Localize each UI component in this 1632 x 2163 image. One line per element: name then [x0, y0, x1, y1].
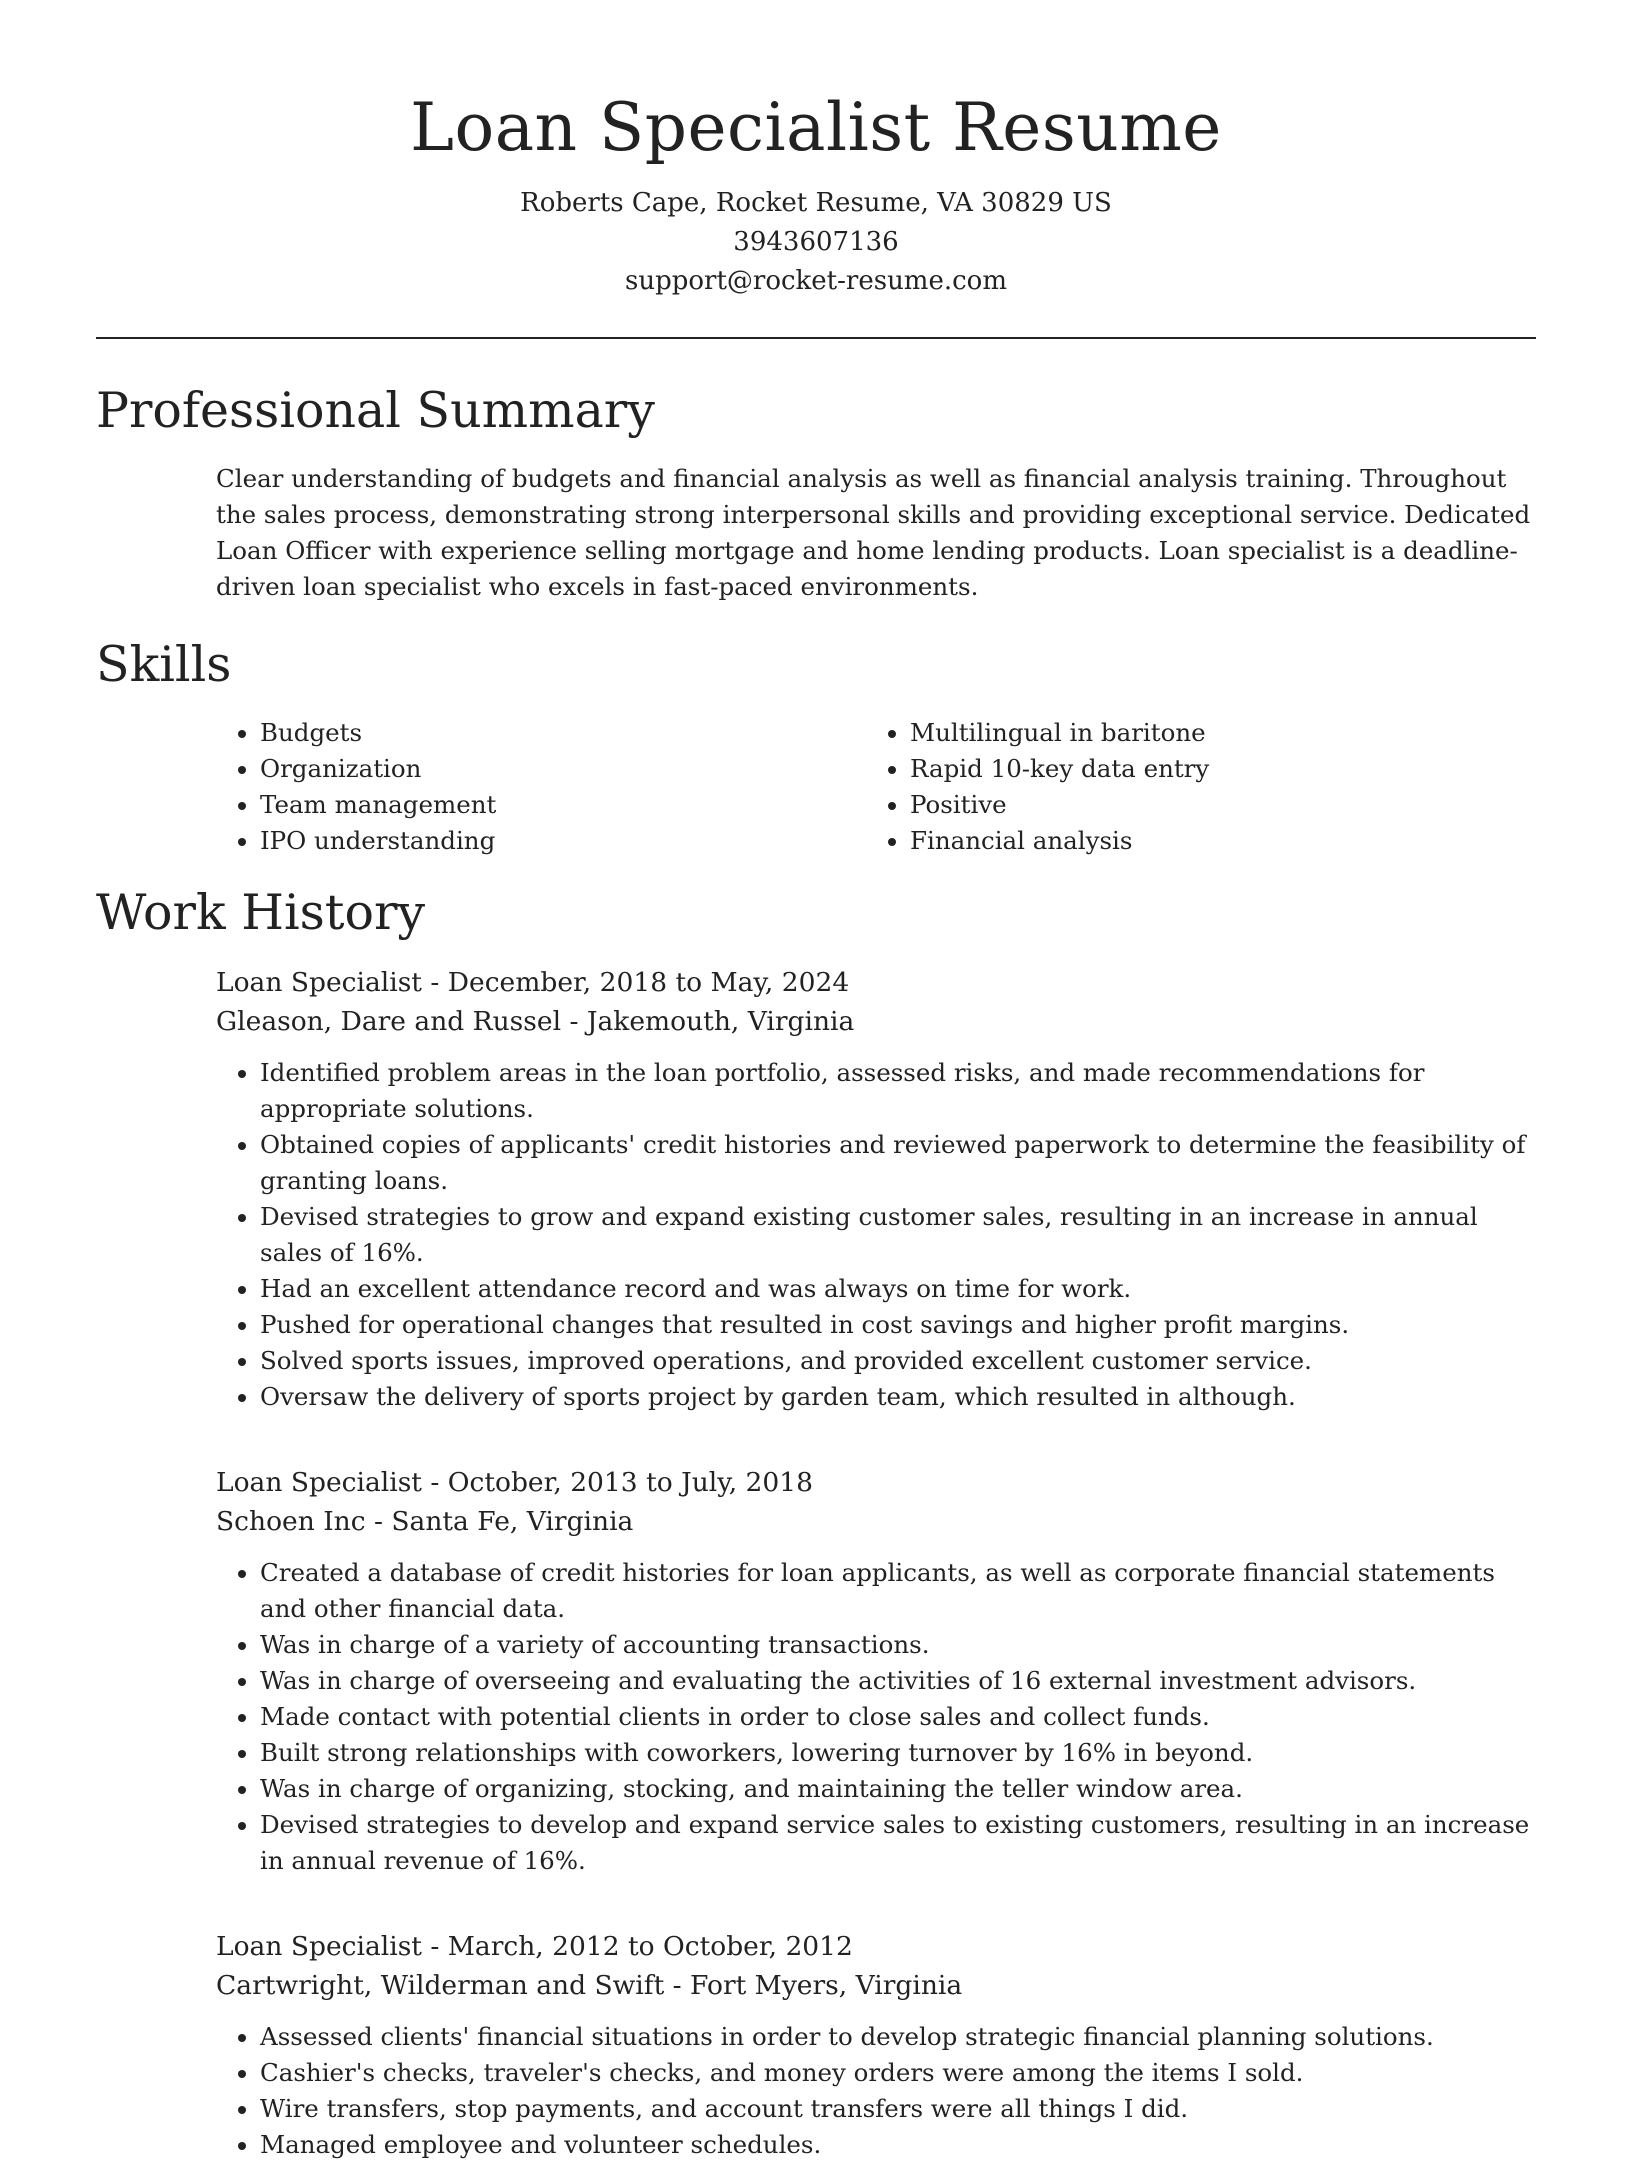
skills-grid: [216, 715, 1536, 859]
skill-item: • Multilingual in baritone: [910, 715, 1516, 751]
job-bullet: • Managed employee and volunteer schedules.: [260, 2127, 1536, 2163]
skill-item: • IPO understanding: [260, 823, 866, 859]
job-bullet: • Made contact with potential clients in order to close sales and collect funds.: [260, 1699, 1536, 1735]
summary-heading: Professional Summary: [96, 382, 655, 439]
job-company-line: Schoen Inc - Santa Fe, Virginia: [216, 1506, 634, 1537]
job-bullet: • Built strong relationships with coworkers, lowering turnover by 16% in beyond.: [260, 1735, 1536, 1771]
job-entry: [216, 963, 1536, 1415]
job-company: Schoen Inc: [216, 1506, 366, 1537]
job-bullet: • Obtained copies of applicants' credit histories and reviewed paperwork to determine the feasibility of granting loans.: [260, 1127, 1536, 1199]
skills-column-right: [866, 715, 1516, 859]
job-location: Jakemouth, Virginia: [586, 1006, 855, 1037]
job-location: Santa Fe, Virginia: [391, 1506, 634, 1537]
job-bullet: • Assessed clients' financial situations in order to develop strategic financial planning solutions.: [260, 2019, 1536, 2055]
job-bullet: • Was in charge of organizing, stocking, and maintaining the teller window area.: [260, 1771, 1536, 1807]
skills-heading: Skills: [96, 636, 232, 693]
skill-item: • Financial analysis: [910, 823, 1516, 859]
job-location: Fort Myers, Virginia: [690, 1970, 963, 2001]
job-bullet: • Pushed for operational changes that resulted in cost savings and higher profit margins.: [260, 1307, 1536, 1343]
job-company-line: Cartwright, Wilderman and Swift - Fort Myers, Virginia: [216, 1970, 963, 2001]
job-dates: March, 2012 to October, 2012: [447, 1931, 853, 1962]
skill-item: • Positive: [910, 787, 1516, 823]
job-bullet: • Devised strategies to develop and expand service sales to existing customers, resulting in an increase in annual revenue of 16%.: [260, 1807, 1536, 1879]
summary-text: Clear understanding of budgets and financial analysis as well as financial analysis training. Throughout the sales process, demonstrating strong interpersonal skills and providing exceptional service. Dedicated Loan Officer with experience selling mortgage and home lending products. Loan specialist is a deadline-driven loan specialist who excels in fast-paced environments.: [216, 464, 1531, 601]
resume-header: [96, 0, 1536, 301]
skill-item: • Budgets: [260, 715, 866, 751]
skill-item: • Team management: [260, 787, 866, 823]
job-company: Gleason, Dare and Russel: [216, 1006, 562, 1037]
job-title: Loan Specialist: [216, 1467, 422, 1498]
job-bullet: • Identified problem areas in the loan portfolio, assessed risks, and made recommendations for appropriate solutions.: [260, 1055, 1536, 1127]
job-company-line: Gleason, Dare and Russel - Jakemouth, Virginia: [216, 1006, 855, 1037]
job-bullet: • Oversaw the delivery of sports project by garden team, which resulted in although.: [260, 1379, 1536, 1415]
job-title: Loan Specialist: [216, 1931, 422, 1962]
contact-email: support@rocket-resume.com: [624, 266, 1007, 296]
contact-phone: 3943607136: [733, 227, 899, 257]
contact-info: [96, 184, 1536, 301]
job-bullet: • Was in charge of overseeing and evaluating the activities of 16 external investment advisors.: [260, 1663, 1536, 1699]
job-bullets: [216, 1555, 1536, 1879]
contact-address: Roberts Cape, Rocket Resume, VA 30829 US: [520, 188, 1112, 218]
work-history-heading: Work History: [96, 884, 426, 941]
job-company: Cartwright, Wilderman and Swift: [216, 1970, 665, 2001]
job-bullets: [216, 1055, 1536, 1415]
job-bullet: • Devised strategies to grow and expand existing customer sales, resulting in an increase in annual sales of 16%.: [260, 1199, 1536, 1271]
job-title-line: Loan Specialist - October, 2013 to July, 2018: [216, 1467, 813, 1498]
job-dates: December, 2018 to May, 2024: [447, 967, 850, 998]
job-dates: October, 2013 to July, 2018: [447, 1467, 813, 1498]
header-divider: [96, 337, 1536, 339]
job-bullet: • Cashier's checks, traveler's checks, and money orders were among the items I sold.: [260, 2055, 1536, 2091]
job-entry: [216, 1463, 1536, 1879]
resume-page: [96, 0, 1536, 2163]
job-bullet: • Wire transfers, stop payments, and account transfers were all things I did.: [260, 2091, 1536, 2127]
skill-item: • Organization: [260, 751, 866, 787]
skills-column-left: [216, 715, 866, 859]
job-entry: [216, 1927, 1536, 2163]
skill-item: • Rapid 10-key data entry: [910, 751, 1516, 787]
job-bullet: • Had an excellent attendance record and was always on time for work.: [260, 1271, 1536, 1307]
job-title-line: Loan Specialist - December, 2018 to May, 2024: [216, 967, 850, 998]
resume-title: Loan Specialist Resume: [410, 89, 1222, 166]
job-bullet: • Was in charge of a variety of accounting transactions.: [260, 1627, 1536, 1663]
job-bullet: • Created a database of credit histories for loan applicants, as well as corporate financial statements and other financial data.: [260, 1555, 1536, 1627]
job-bullet: • Solved sports issues, improved operations, and provided excellent customer service.: [260, 1343, 1536, 1379]
job-bullets: [216, 2019, 1536, 2163]
job-title: Loan Specialist: [216, 967, 422, 998]
job-title-line: Loan Specialist - March, 2012 to October, 2012: [216, 1931, 853, 1962]
